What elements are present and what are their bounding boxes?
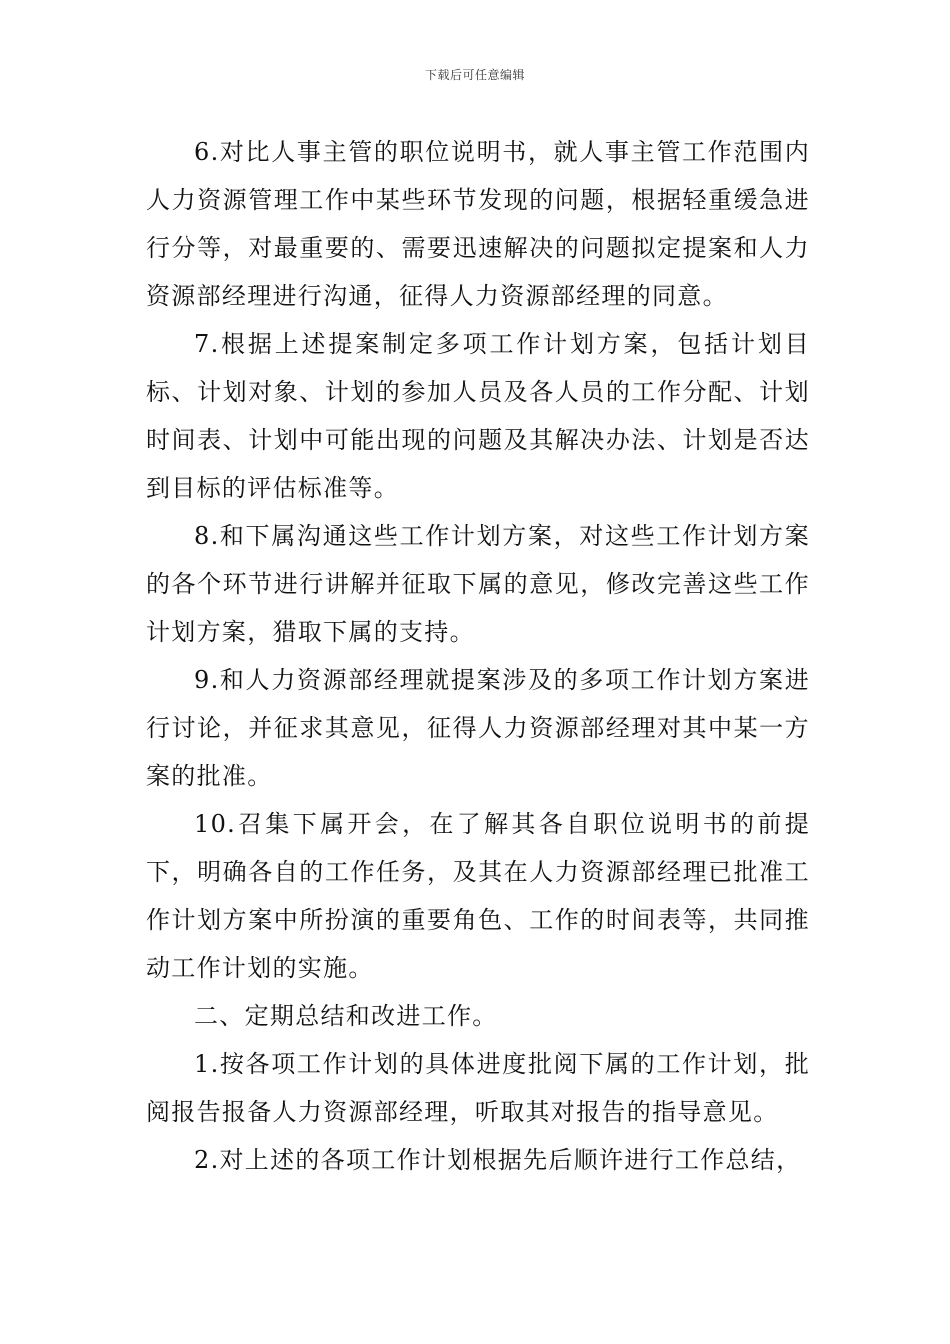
paragraph-item-8: 8.和下属沟通这些工作计划方案，对这些工作计划方案的各个环节进行讲解并征取下属的意见，修改完善这些工作计划方案，猎取下属的支持。 (146, 522, 810, 646)
paragraph-item-9: 9.和人力资源部经理就提案涉及的多项工作计划方案进行讨论，并征求其意见，征得人力资源部经理对其中某一方案的批准。 (146, 666, 810, 790)
paragraph-item-10: 10.召集下属开会，在了解其各自职位说明书的前提下，明确各自的工作任务，及其在人力资源部经理已批准工作计划方案中所扮演的重要角色、工作的时间表等，共同推动工作计划的实施。 (146, 810, 810, 982)
page-header: 下载后可任意编辑 (424, 68, 525, 82)
section-heading-2: 二、定期总结和改进工作。 (194, 1002, 498, 1030)
paragraph-item-2-1: 1.按各项工作计划的具体进度批阅下属的工作计划，批阅报告报备人力资源部经理，听取其对报告的指导意见。 (146, 1050, 810, 1126)
paragraph-item-7: 7.根据上述提案制定多项工作计划方案，包括计划目标、计划对象、计划的参加人员及各人员的工作分配、计划时间表、计划中可能出现的问题及其解决办法、计划是否达到目标的评估标准等。 (146, 330, 810, 502)
paragraph-item-2-2: 2.对上述的各项工作计划根据先后顺许进行工作总结， (194, 1146, 802, 1174)
paragraph-item-6: 6.对比人事主管的职位说明书，就人事主管工作范围内人力资源管理工作中某些环节发现的问题，根据轻重缓急进行分等，对最重要的、需要迅速解决的问题拟定提案和人力资源部经理进行沟通，征得人力资源部经理的同意。 (146, 138, 810, 310)
document-body (146, 128, 810, 1184)
